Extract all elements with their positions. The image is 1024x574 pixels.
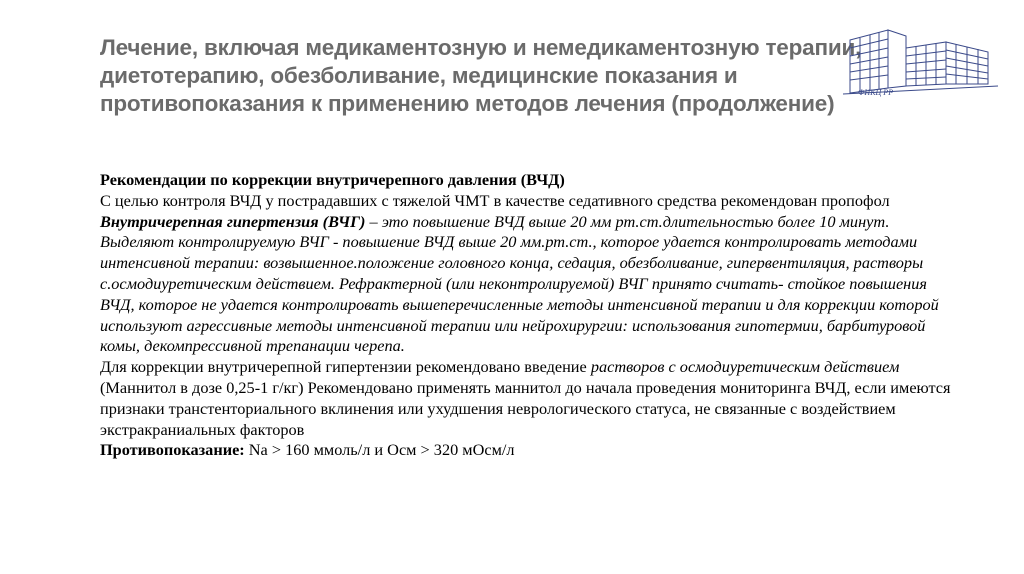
icp-definition: – это повышение ВЧД выше 20 мм рт.ст.длительностью более 10 минут. Выделяют контролируемую ВЧГ - повышение ВЧД выше 20 мм.рт.ст., которое удается контролировать методами интенсивной терапии: возвышенное.положение головного конца, седация, обезболивание, гипервентиляция, растворы с.осмодиуретическим действием. Рефрактерной (или неконтролируемой) ВЧГ принято считать- стойкое повышения ВЧД, которое не удается контролировать вышеперечисленные методы интенсивной терапии и для коррекции которой используют агрессивные методы интенсивной терапии или нейрохирургии: использования гипотермии, барбитуровой комы, декомпрессивной трепанации черепа. bbox=[100, 211, 939, 356]
slide-title: Лечение, включая медикаментозную и немедикаментозную терапии, диетотерапию, обезболивание, медицинские показания и противопоказания к применению методов лечения (продолжение) bbox=[100, 35, 862, 116]
logo-caption: ФНКЦ РР bbox=[858, 88, 894, 97]
mannitol-text-c: (Маннитол в дозе 0,25-1 г/кг) Рекомендовано применять маннитол до начала проведения мониторинга ВЧД, если имеются признаки транстенториального вклинения или ухудшения неврологического статуса, не связанные с воздействием экстракраниальных факторов bbox=[100, 377, 951, 439]
icp-term: Внутричерепная гипертензия (ВЧГ) bbox=[100, 211, 366, 231]
mannitol-text-b: растворов с осмодиуретическим действием bbox=[590, 357, 900, 377]
building-logo-icon bbox=[828, 18, 1008, 108]
icp-definition-paragraph bbox=[100, 212, 960, 358]
contraindication-value: Na > 160 ммоль/л и Осм > 320 мОсм/л bbox=[244, 440, 515, 460]
icp-heading: Рекомендации по коррекции внутричерепного давления (ВЧД) bbox=[100, 170, 565, 189]
mannitol-text-a: Для коррекции внутричерепной гипертензии рекомендовано введение bbox=[100, 357, 591, 377]
mannitol-paragraph bbox=[100, 357, 960, 440]
contraindication-line bbox=[100, 440, 960, 461]
propofol-paragraph: С целью контроля ВЧД у пострадавших с тяжелой ЧМТ в качестве седативного средства рекомендован пропофол bbox=[100, 190, 890, 210]
contraindication-label: Противопоказание: bbox=[100, 440, 245, 460]
slide-body bbox=[100, 170, 960, 461]
